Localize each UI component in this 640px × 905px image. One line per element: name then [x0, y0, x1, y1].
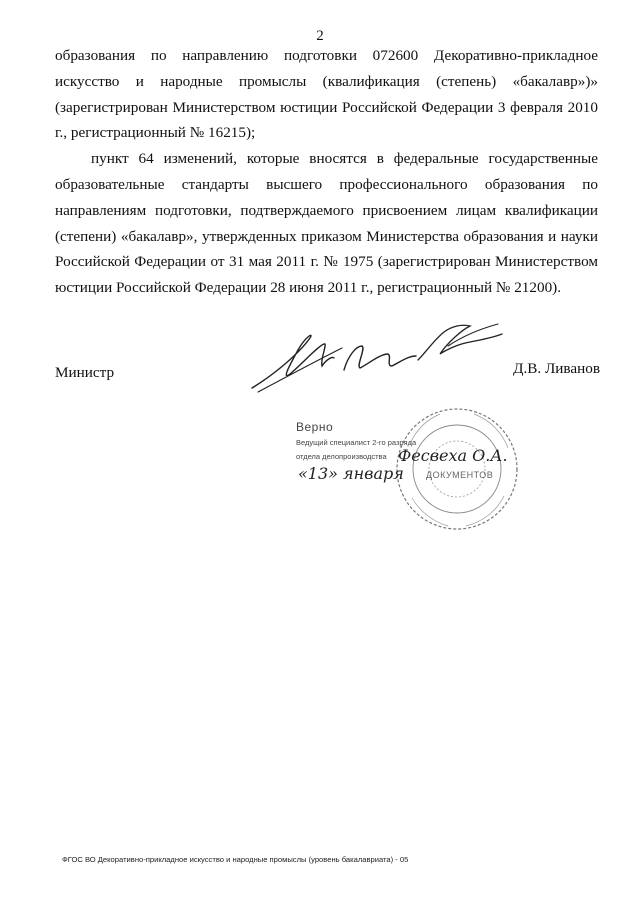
certification-block — [296, 420, 526, 550]
signature-block — [55, 360, 600, 400]
signatory-position: Министр — [55, 364, 115, 381]
certifier-department: отдела делопроизводства — [296, 452, 387, 461]
paragraph-continuation: образования по направлению подготовки 072600 Декоративно-прикладное искусство и народные промыслы (квалификация (степень) «бакалавр»)» (зарегистрирован Министерством юстиции Российской Федерации 3 февраля 2010 г., регистрационный № 16215); — [55, 47, 598, 142]
page-number: 2 — [316, 28, 324, 44]
certifier-position: Ведущий специалист 2-го разряда — [296, 438, 417, 447]
certifier-handwritten-name: Фесвеха О.А. — [398, 446, 508, 465]
paragraph-point-64: пункт 64 изменений, которые вносятся в федеральные государственные образовательные стандарты высшего профессионального образования по направлениям подготовки, подтверждаемого присвоением лицам квалификации (степени) «бакалавр», утвержденных приказом Министерства образования и науки Российской Федерации от 31 мая 2011 г. № 1975 (зарегистрирован Министерством юстиции Российской Федерации 28 июня 2011 г., регистрационный № 21200). — [55, 150, 598, 297]
signatory-name: Д.В. Ливанов — [513, 360, 600, 377]
certification-date: «13» января — [298, 464, 404, 483]
stamp-text: ДОКУМЕНТОВ — [426, 470, 494, 480]
document-body — [55, 43, 598, 301]
certification-title: Верно — [296, 420, 334, 434]
document-footer: ФГОС ВО Декоративно-прикладное искусство и народные промыслы (уровень бакалавриата) - 05 — [62, 855, 409, 864]
